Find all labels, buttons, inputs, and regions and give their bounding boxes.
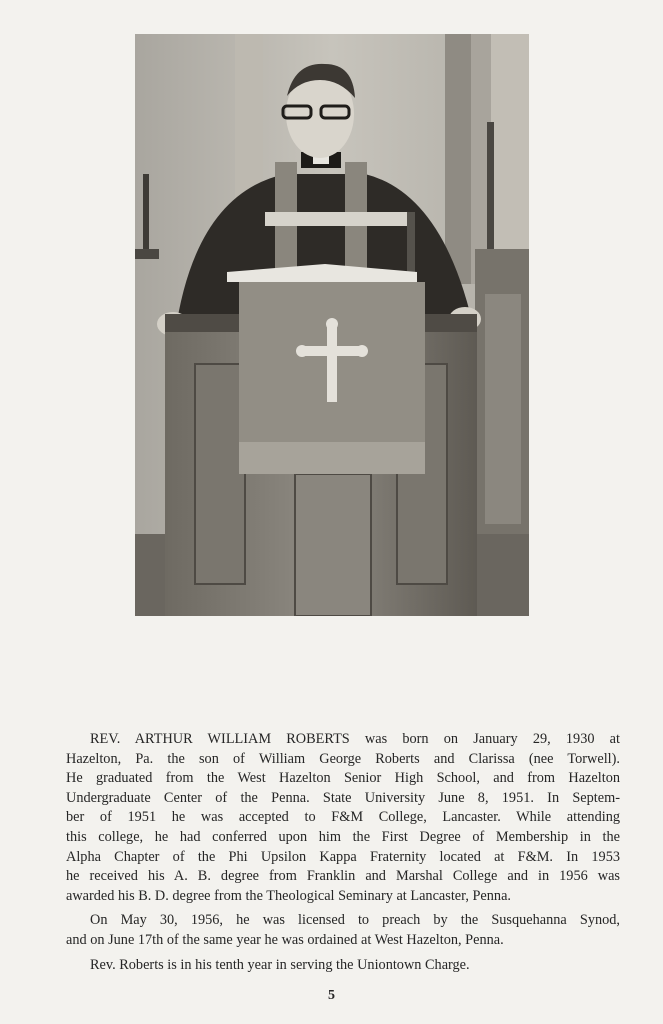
text-line: Rev. Roberts is in his tenth year in serving the Uniontown Charge.: [90, 956, 470, 973]
text-line: He graduated from the West Hazelton Senior High School, and from Hazelton: [66, 770, 620, 787]
page-number: 5: [328, 988, 335, 1003]
biography-text: [66, 730, 620, 980]
biography-paragraph-3: [90, 956, 620, 976]
text-line: Undergraduate Center of the Penna. State University June 8, 1951. In Septem-: [66, 789, 620, 806]
text-line: Alpha Chapter of the Phi Upsilon Kappa Fraternity located at F&M. In 1953: [66, 848, 620, 865]
text-line: Hazelton, Pa. the son of William George Roberts and Clarissa (nee Torwell).: [66, 750, 620, 767]
pastor-at-pulpit-photo: [135, 34, 529, 616]
pastor-photo: [135, 34, 529, 616]
text-line: On May 30, 1956, he was licensed to preach by the Susquehanna Synod,: [90, 912, 620, 929]
biography-paragraph-2: [66, 911, 620, 950]
text-line: REV. ARTHUR WILLIAM ROBERTS was born on January 29, 1930 at: [90, 731, 620, 747]
text-line: this college, he had conferred upon him the First Degree of Membership in the: [66, 828, 620, 845]
text-line: he received his A. B. degree from Franklin and Marshal College and in 1956 was: [66, 868, 620, 885]
text-line: and on June 17th of the same year he was ordained at West Hazelton, Penna.: [66, 931, 504, 948]
text-line: awarded his B. D. degree from the Theological Seminary at Lancaster, Penna.: [66, 887, 511, 904]
biography-paragraph-1: [66, 730, 620, 906]
text-line: ber of 1951 he was accepted to F&M College, Lancaster. While attending: [66, 809, 620, 826]
